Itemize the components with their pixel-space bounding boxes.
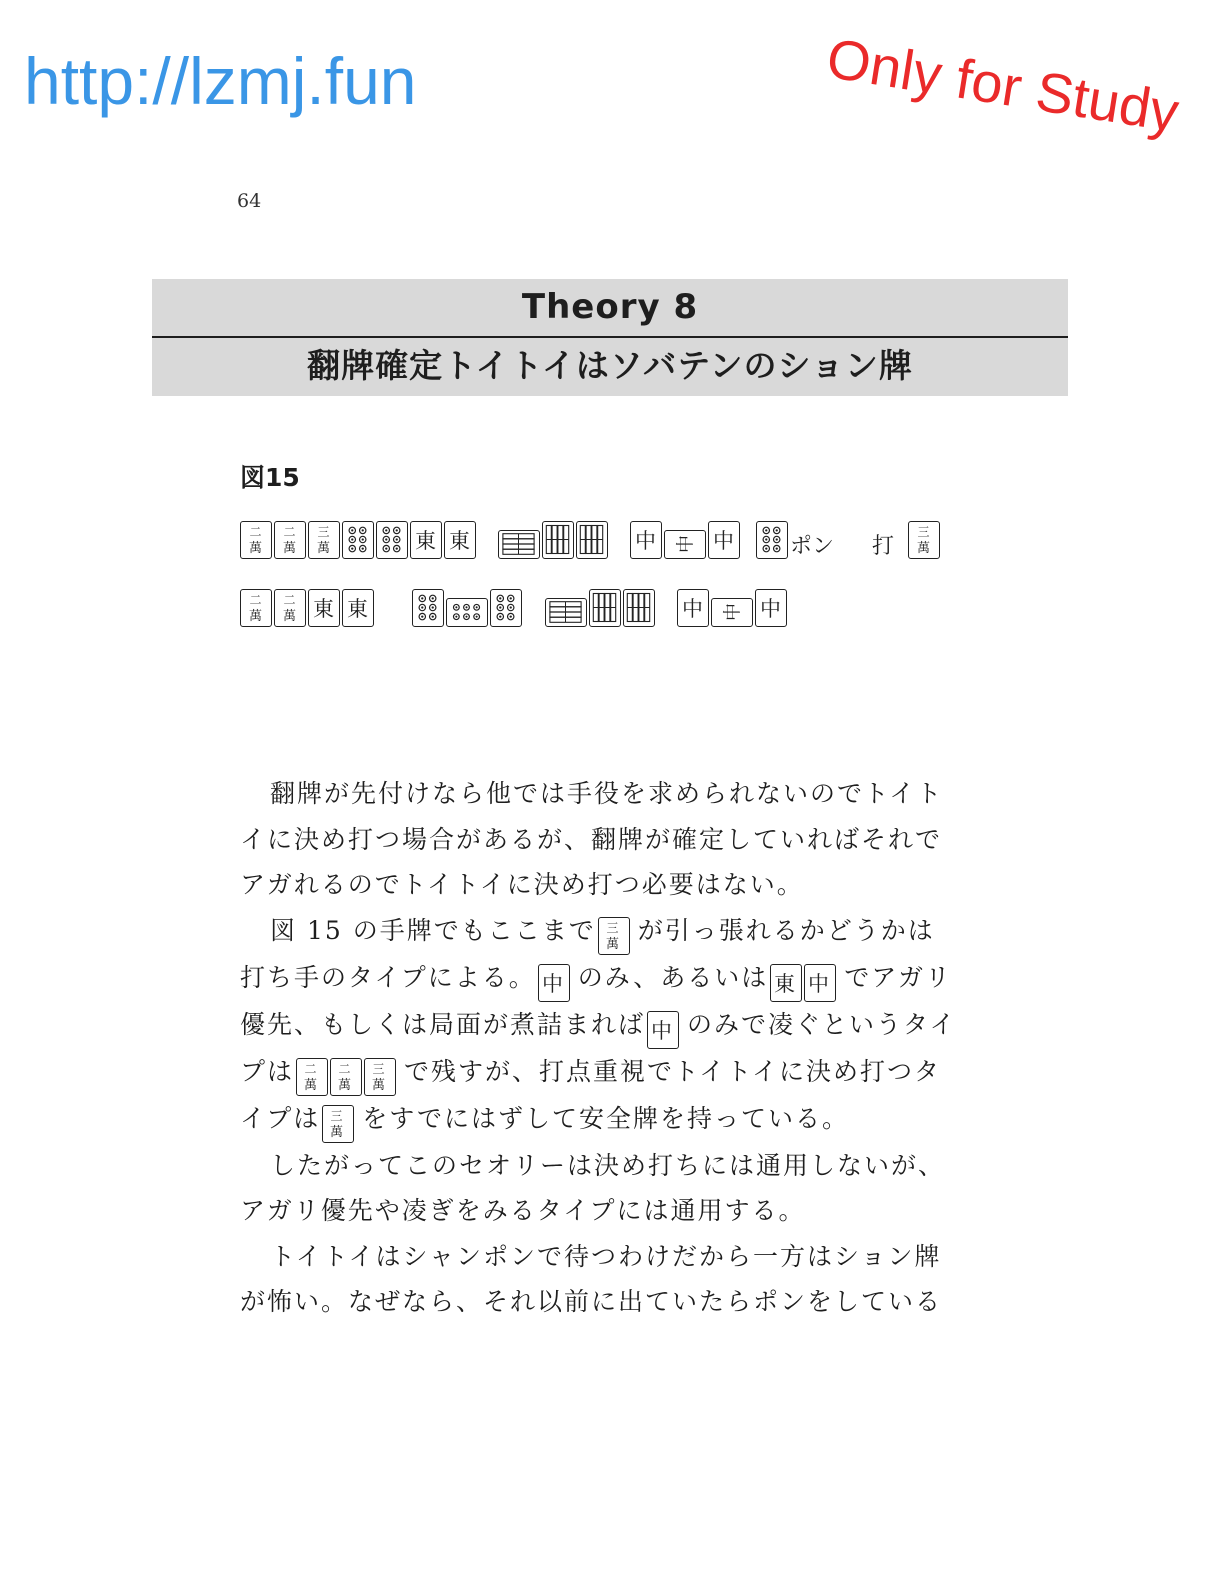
svg-text:萬: 萬 xyxy=(916,541,931,556)
paragraph-4: トイトイはシャンポンで待つわけだから一方はション牌が怖い。なぜなら、それ以前に出ていたらポンをしている xyxy=(240,1241,943,1316)
svg-text:二: 二 xyxy=(283,593,296,607)
svg-text:中: 中 xyxy=(675,535,697,553)
red-dragon-tile-sideways xyxy=(711,598,753,627)
red-dragon-tile xyxy=(677,589,709,627)
svg-text:三: 三 xyxy=(372,1061,387,1076)
svg-text:東: 東 xyxy=(347,597,368,621)
heading-theory: Theory 8 xyxy=(521,287,699,327)
man-2-tile xyxy=(296,1058,328,1096)
man-3-tile xyxy=(598,917,630,955)
inline-tiles xyxy=(770,964,838,1002)
man-2-tile xyxy=(240,589,272,627)
svg-text:三: 三 xyxy=(317,525,330,539)
man-2-tile xyxy=(240,521,272,559)
pin-6-tile xyxy=(756,521,788,559)
heading-title: 翻牌確定トイトイはソバテンのション牌 xyxy=(307,346,913,385)
svg-text:二: 二 xyxy=(249,525,262,539)
svg-text:中: 中 xyxy=(651,1018,675,1043)
inline-tiles xyxy=(538,964,572,1002)
watermark-study: Only for Study xyxy=(822,26,1184,144)
svg-text:東: 東 xyxy=(415,529,436,553)
paragraph-3: したがってこのセオリーは決め打ちには通用しないが、アガリ優先や凌ぎをみるタイプには通用する。 xyxy=(240,1150,946,1225)
svg-text:萬: 萬 xyxy=(304,1077,320,1093)
pin-6-tile xyxy=(342,521,374,559)
svg-text:中: 中 xyxy=(760,597,781,621)
man-3-tile xyxy=(308,521,340,559)
svg-text:二: 二 xyxy=(249,593,262,607)
east-tile xyxy=(342,589,374,627)
pin-6-tile xyxy=(376,521,408,559)
svg-text:三: 三 xyxy=(917,525,930,539)
pin-6-tile xyxy=(490,589,522,627)
svg-text:萬: 萬 xyxy=(338,1077,354,1093)
svg-text:中: 中 xyxy=(722,603,744,621)
svg-text:中: 中 xyxy=(808,971,832,996)
body-text xyxy=(240,771,960,1325)
svg-text:中: 中 xyxy=(635,529,656,553)
man-2-tile xyxy=(330,1058,362,1096)
svg-text:萬: 萬 xyxy=(282,609,297,624)
pon-label: ポン xyxy=(790,534,835,559)
inline-tiles xyxy=(598,917,632,955)
man-3-tile xyxy=(322,1105,354,1143)
svg-text:中: 中 xyxy=(541,971,565,996)
svg-text:萬: 萬 xyxy=(282,541,297,556)
sou-8-tile xyxy=(589,589,621,627)
sou-8-tile xyxy=(542,521,574,559)
east-tile xyxy=(308,589,340,627)
sou-8-tile xyxy=(576,521,608,559)
sou-8-tile-sideways xyxy=(545,598,587,627)
red-dragon-tile xyxy=(630,521,662,559)
east-tile xyxy=(444,521,476,559)
svg-text:中: 中 xyxy=(682,597,703,621)
east-tile xyxy=(410,521,442,559)
svg-text:三: 三 xyxy=(330,1108,345,1123)
red-dragon-tile xyxy=(538,964,570,1002)
svg-text:二: 二 xyxy=(304,1061,319,1076)
svg-text:中: 中 xyxy=(713,529,734,553)
red-dragon-tile xyxy=(708,521,740,559)
paragraph-1: 翻牌が先付けなら他では手役を求められないのでトイトイに決め打つ場合があるが、翻牌が確定していればそれでアガれるのでトイトイに決め打つ必要はない。 xyxy=(240,779,944,899)
page-number: 64 xyxy=(237,190,262,212)
man-2-tile xyxy=(274,589,306,627)
watermark-url: http://lzmj.fun xyxy=(24,44,417,118)
svg-text:萬: 萬 xyxy=(248,609,263,624)
svg-text:二: 二 xyxy=(283,525,296,539)
inline-tiles xyxy=(647,1011,681,1049)
red-dragon-tile xyxy=(804,964,836,1002)
svg-text:二: 二 xyxy=(338,1061,353,1076)
sou-8-tile-sideways xyxy=(498,530,540,559)
figure-label: 図15 xyxy=(240,463,300,492)
east-tile xyxy=(770,964,802,1002)
svg-text:東: 東 xyxy=(449,529,470,553)
discard-label: 打 xyxy=(872,534,895,559)
man-2-tile xyxy=(274,521,306,559)
svg-text:東: 東 xyxy=(774,971,798,996)
red-dragon-tile xyxy=(647,1011,679,1049)
pin-6-tile-sideways xyxy=(446,598,488,627)
heading-band xyxy=(152,279,1068,396)
svg-text:萬: 萬 xyxy=(605,936,621,952)
red-dragon-tile-sideways xyxy=(664,530,706,559)
pin-6-tile xyxy=(412,589,444,627)
svg-text:萬: 萬 xyxy=(372,1077,388,1093)
svg-text:東: 東 xyxy=(313,597,334,621)
sou-8-tile xyxy=(623,589,655,627)
man-3-tile xyxy=(364,1058,396,1096)
svg-text:萬: 萬 xyxy=(248,541,263,556)
svg-text:三: 三 xyxy=(606,920,621,935)
paragraph-2: 図 15 の手牌でもここまで 三 萬 が引っ張れるかどうかは打ち手のタイプによる。 中 のみ、あるいは 東 中 でアガリ優先、もしくは局面が煮詰まれば 中 のみで凌ぐというタイプは 二 萬 二 萬 三 萬 で残すが、打点重視でトイトイに決め打つタイプは 三 萬 をすでにはずして安全牌を持っている。 xyxy=(240,908,960,1143)
inline-tiles xyxy=(296,1058,398,1096)
red-dragon-tile xyxy=(755,589,787,627)
svg-text:萬: 萬 xyxy=(316,541,331,556)
man-3-tile xyxy=(908,521,940,559)
svg-text:萬: 萬 xyxy=(330,1124,346,1140)
inline-tiles xyxy=(322,1105,356,1143)
